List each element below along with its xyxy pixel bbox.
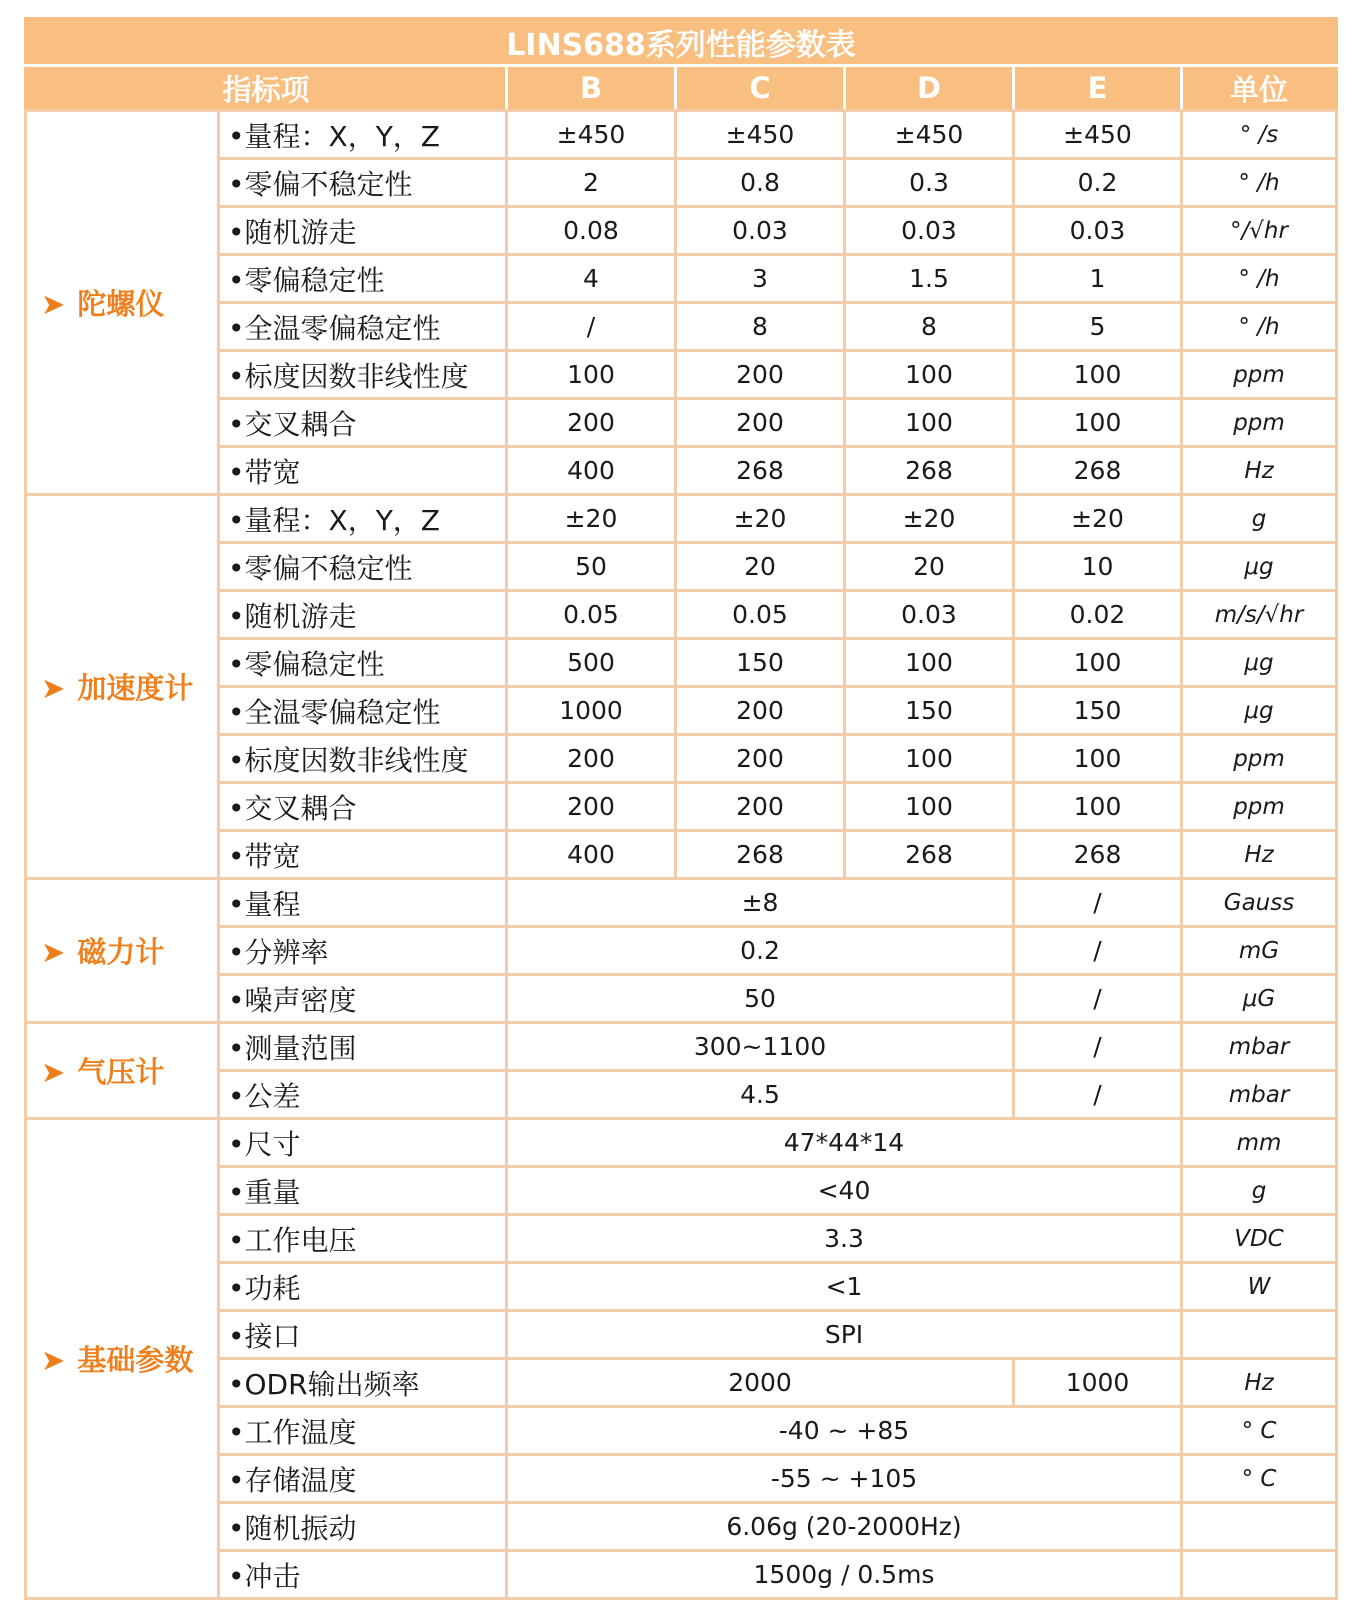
param-name: •功耗 (219, 1263, 507, 1311)
table-row (26, 1311, 1337, 1359)
value-cell-d: 150 (845, 687, 1014, 735)
value-cell-b: ±450 (507, 111, 676, 159)
spec-table (24, 17, 1338, 1600)
table-row (26, 927, 1337, 975)
value-cell-all: SPI (507, 1311, 1182, 1359)
unit-cell: μg (1182, 543, 1337, 591)
table-row (26, 159, 1337, 207)
unit-cell: mbar (1182, 1071, 1337, 1119)
value-cell-e: / (1014, 879, 1182, 927)
category-basic (26, 1119, 219, 1599)
param-name: •重量 (219, 1167, 507, 1215)
value-cell-c: ±450 (676, 111, 845, 159)
value-cell-b: 100 (507, 351, 676, 399)
table-row (26, 1119, 1337, 1167)
param-name: •标度因数非线性度 (219, 351, 507, 399)
table-row (26, 1023, 1337, 1071)
table-row (26, 351, 1337, 399)
value-cell-b: 200 (507, 783, 676, 831)
value-cell-d: 0.03 (845, 591, 1014, 639)
table-row (26, 207, 1337, 255)
table-row (26, 303, 1337, 351)
unit-cell: ppm (1182, 351, 1337, 399)
value-cell-all: 1500g / 0.5ms (507, 1551, 1182, 1599)
param-name: •带宽 (219, 447, 507, 495)
value-cell-c: 200 (676, 687, 845, 735)
chevron-right-icon: ➤ (41, 1055, 66, 1089)
table-row (26, 1359, 1337, 1407)
unit-cell (1182, 1551, 1337, 1599)
unit-cell: ° C (1182, 1407, 1337, 1455)
value-cell-b: 0.05 (507, 591, 676, 639)
unit-cell: mG (1182, 927, 1337, 975)
value-cell-d: 268 (845, 831, 1014, 879)
table-row (26, 1455, 1337, 1503)
table-row (26, 399, 1337, 447)
unit-cell: Hz (1182, 447, 1337, 495)
param-name: •冲击 (219, 1551, 507, 1599)
value-cell-d: 20 (845, 543, 1014, 591)
param-name: •量程：X，Y，Z (219, 111, 507, 159)
value-cell-e: / (1014, 927, 1182, 975)
value-cell-c: 8 (676, 303, 845, 351)
unit-cell: Hz (1182, 1359, 1337, 1407)
chevron-right-icon: ➤ (41, 935, 66, 969)
value-cell-c: 268 (676, 831, 845, 879)
value-cell-bcd: 300~1100 (507, 1023, 1014, 1071)
unit-cell: ° C (1182, 1455, 1337, 1503)
param-name: •工作温度 (219, 1407, 507, 1455)
value-cell-b: 400 (507, 447, 676, 495)
value-cell-b: 50 (507, 543, 676, 591)
param-name: •标度因数非线性度 (219, 735, 507, 783)
unit-cell: mbar (1182, 1023, 1337, 1071)
value-cell-e: ±20 (1014, 495, 1182, 543)
value-cell-d: 100 (845, 639, 1014, 687)
value-cell-c: 20 (676, 543, 845, 591)
unit-cell: g (1182, 495, 1337, 543)
table-row (26, 639, 1337, 687)
value-cell-c: 200 (676, 735, 845, 783)
header-col-e: E (1014, 66, 1182, 111)
value-cell-c: 0.03 (676, 207, 845, 255)
unit-cell: ° /s (1182, 111, 1337, 159)
value-cell-c: 200 (676, 399, 845, 447)
value-cell-all: <40 (507, 1167, 1182, 1215)
unit-cell: μg (1182, 687, 1337, 735)
category-mag (26, 879, 219, 1023)
value-cell-e: 0.03 (1014, 207, 1182, 255)
param-name: •零偏不稳定性 (219, 159, 507, 207)
table-row (26, 879, 1337, 927)
value-cell-bcd: 2000 (507, 1359, 1014, 1407)
value-cell-e: 0.02 (1014, 591, 1182, 639)
value-cell-d: 100 (845, 399, 1014, 447)
unit-cell: m/s/√hr (1182, 591, 1337, 639)
param-name: •噪声密度 (219, 975, 507, 1023)
table-row (26, 1071, 1337, 1119)
value-cell-b: / (507, 303, 676, 351)
unit-cell: VDC (1182, 1215, 1337, 1263)
param-name: •全温零偏稳定性 (219, 303, 507, 351)
table-row (26, 783, 1337, 831)
unit-cell: μG (1182, 975, 1337, 1023)
value-cell-c: ±20 (676, 495, 845, 543)
param-name: •随机游走 (219, 207, 507, 255)
value-cell-e: 100 (1014, 399, 1182, 447)
value-cell-e: 100 (1014, 639, 1182, 687)
param-name: •带宽 (219, 831, 507, 879)
unit-cell: ppm (1182, 783, 1337, 831)
param-name: •量程 (219, 879, 507, 927)
table-row (26, 1551, 1337, 1599)
value-cell-e: 1 (1014, 255, 1182, 303)
table-row (26, 1215, 1337, 1263)
value-cell-d: ±450 (845, 111, 1014, 159)
table-row (26, 1503, 1337, 1551)
table-row (26, 831, 1337, 879)
value-cell-e: 150 (1014, 687, 1182, 735)
value-cell-c: 200 (676, 351, 845, 399)
value-cell-d: 100 (845, 735, 1014, 783)
value-cell-d: 100 (845, 783, 1014, 831)
category-accel (26, 495, 219, 879)
unit-cell (1182, 1311, 1337, 1359)
value-cell-d: 100 (845, 351, 1014, 399)
param-name: •全温零偏稳定性 (219, 687, 507, 735)
value-cell-e: 268 (1014, 447, 1182, 495)
unit-cell: Gauss (1182, 879, 1337, 927)
value-cell-c: 268 (676, 447, 845, 495)
unit-cell: Hz (1182, 831, 1337, 879)
table-row (26, 543, 1337, 591)
value-cell-b: 2 (507, 159, 676, 207)
value-cell-b: ±20 (507, 495, 676, 543)
unit-cell: ° /h (1182, 159, 1337, 207)
value-cell-e: 1000 (1014, 1359, 1182, 1407)
value-cell-d: ±20 (845, 495, 1014, 543)
unit-cell: ° /h (1182, 255, 1337, 303)
category-label: 陀螺仪 (77, 287, 165, 321)
param-name: •零偏稳定性 (219, 639, 507, 687)
value-cell-d: 1.5 (845, 255, 1014, 303)
value-cell-c: 200 (676, 783, 845, 831)
value-cell-b: 400 (507, 831, 676, 879)
value-cell-d: 0.3 (845, 159, 1014, 207)
table-row (26, 1167, 1337, 1215)
spec-table-container (24, 17, 1335, 1593)
value-cell-all: -55 ~ +105 (507, 1455, 1182, 1503)
value-cell-bcd: 50 (507, 975, 1014, 1023)
table-row (26, 735, 1337, 783)
param-name: •测量范围 (219, 1023, 507, 1071)
value-cell-e: ±450 (1014, 111, 1182, 159)
value-cell-bcd: 0.2 (507, 927, 1014, 975)
chevron-right-icon: ➤ (41, 287, 66, 321)
value-cell-d: 0.03 (845, 207, 1014, 255)
param-name: •交叉耦合 (219, 783, 507, 831)
param-name: •零偏不稳定性 (219, 543, 507, 591)
unit-cell: ppm (1182, 399, 1337, 447)
param-name: •接口 (219, 1311, 507, 1359)
value-cell-bcd: ±8 (507, 879, 1014, 927)
value-cell-e: / (1014, 1071, 1182, 1119)
category-label: 基础参数 (77, 1343, 194, 1377)
param-name: •随机游走 (219, 591, 507, 639)
unit-cell: ° /h (1182, 303, 1337, 351)
unit-cell (1182, 1503, 1337, 1551)
value-cell-all: 47*44*14 (507, 1119, 1182, 1167)
header-unit: 单位 (1182, 66, 1337, 111)
category-gyro (26, 111, 219, 495)
value-cell-all: <1 (507, 1263, 1182, 1311)
param-name: •量程：X，Y，Z (219, 495, 507, 543)
param-name: •交叉耦合 (219, 399, 507, 447)
unit-cell: mm (1182, 1119, 1337, 1167)
param-name: •公差 (219, 1071, 507, 1119)
value-cell-e: 10 (1014, 543, 1182, 591)
table-row (26, 111, 1337, 159)
value-cell-all: -40 ~ +85 (507, 1407, 1182, 1455)
value-cell-all: 6.06g (20-2000Hz) (507, 1503, 1182, 1551)
value-cell-e: 5 (1014, 303, 1182, 351)
unit-cell: W (1182, 1263, 1337, 1311)
value-cell-e: 100 (1014, 351, 1182, 399)
category-label: 磁力计 (77, 935, 165, 969)
category-label: 气压计 (77, 1055, 165, 1089)
value-cell-e: 268 (1014, 831, 1182, 879)
param-name: •分辨率 (219, 927, 507, 975)
param-name: •尺寸 (219, 1119, 507, 1167)
param-name: •ODR输出频率 (219, 1359, 507, 1407)
table-row (26, 255, 1337, 303)
unit-cell: μg (1182, 639, 1337, 687)
value-cell-c: 150 (676, 639, 845, 687)
value-cell-c: 0.05 (676, 591, 845, 639)
header-col-c: C (676, 66, 845, 111)
param-name: •工作电压 (219, 1215, 507, 1263)
value-cell-all: 3.3 (507, 1215, 1182, 1263)
value-cell-b: 200 (507, 735, 676, 783)
param-name: •零偏稳定性 (219, 255, 507, 303)
value-cell-d: 268 (845, 447, 1014, 495)
table-row (26, 975, 1337, 1023)
value-cell-d: 8 (845, 303, 1014, 351)
param-name: •存储温度 (219, 1455, 507, 1503)
value-cell-c: 3 (676, 255, 845, 303)
unit-cell: ppm (1182, 735, 1337, 783)
value-cell-b: 500 (507, 639, 676, 687)
category-label: 加速度计 (77, 671, 194, 705)
table-row (26, 1407, 1337, 1455)
value-cell-b: 200 (507, 399, 676, 447)
param-name: •随机振动 (219, 1503, 507, 1551)
value-cell-b: 4 (507, 255, 676, 303)
header-item: 指标项 (26, 66, 507, 111)
table-row (26, 495, 1337, 543)
value-cell-e: 100 (1014, 735, 1182, 783)
value-cell-c: 0.8 (676, 159, 845, 207)
value-cell-b: 0.08 (507, 207, 676, 255)
table-row (26, 591, 1337, 639)
chevron-right-icon: ➤ (41, 1343, 66, 1377)
unit-cell: °/√hr (1182, 207, 1337, 255)
category-baro (26, 1023, 219, 1119)
chevron-right-icon: ➤ (41, 671, 66, 705)
unit-cell: g (1182, 1167, 1337, 1215)
value-cell-e: 100 (1014, 783, 1182, 831)
value-cell-bcd: 4.5 (507, 1071, 1014, 1119)
table-row (26, 447, 1337, 495)
table-title: LINS688系列性能参数表 (26, 19, 1337, 66)
table-row (26, 1263, 1337, 1311)
header-col-d: D (845, 66, 1014, 111)
header-col-b: B (507, 66, 676, 111)
value-cell-e: / (1014, 975, 1182, 1023)
value-cell-e: 0.2 (1014, 159, 1182, 207)
table-row (26, 687, 1337, 735)
value-cell-b: 1000 (507, 687, 676, 735)
value-cell-e: / (1014, 1023, 1182, 1071)
